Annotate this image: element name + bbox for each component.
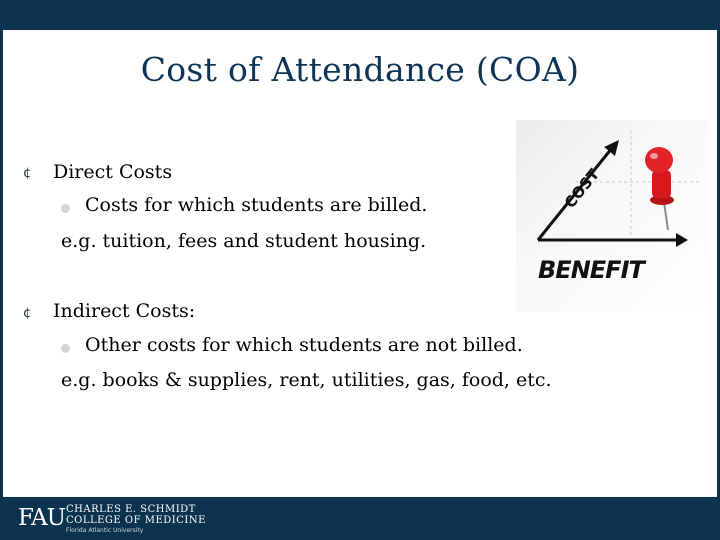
logo-college-line1: CHARLES E. SCHMIDT: [66, 504, 196, 515]
fau-logo: FAU: [18, 505, 65, 531]
bullet-icon: ¢: [23, 166, 32, 181]
push-pin-icon: [645, 147, 674, 230]
sub-bullet-icon: [61, 204, 70, 213]
logo-university-line: Florida Atlantic University: [66, 527, 144, 534]
cost-axis-label: COST: [560, 165, 603, 212]
cost-benefit-image: [516, 120, 708, 312]
benefit-axis-label: BENEFIT: [538, 256, 644, 284]
cost-benefit-graphic: [516, 120, 708, 312]
item-heading-indirect: Indirect Costs:: [53, 300, 196, 322]
sub-bullet-icon: [61, 344, 70, 353]
slide-title: Cost of Attendance (COA): [140, 50, 580, 89]
sub-bullet-indirect: Other costs for which students are not billed.: [85, 334, 523, 356]
sub-bullet-direct: Costs for which students are billed.: [85, 194, 428, 216]
bullet-icon: ¢: [23, 306, 32, 321]
item-heading-direct: Direct Costs: [53, 161, 173, 183]
example-indirect: e.g. books & supplies, rent, utilities, gas, food, etc.: [61, 369, 552, 391]
example-direct: e.g. tuition, fees and student housing.: [61, 230, 427, 252]
logo-college-line2: COLLEGE OF MEDICINE: [66, 515, 206, 526]
